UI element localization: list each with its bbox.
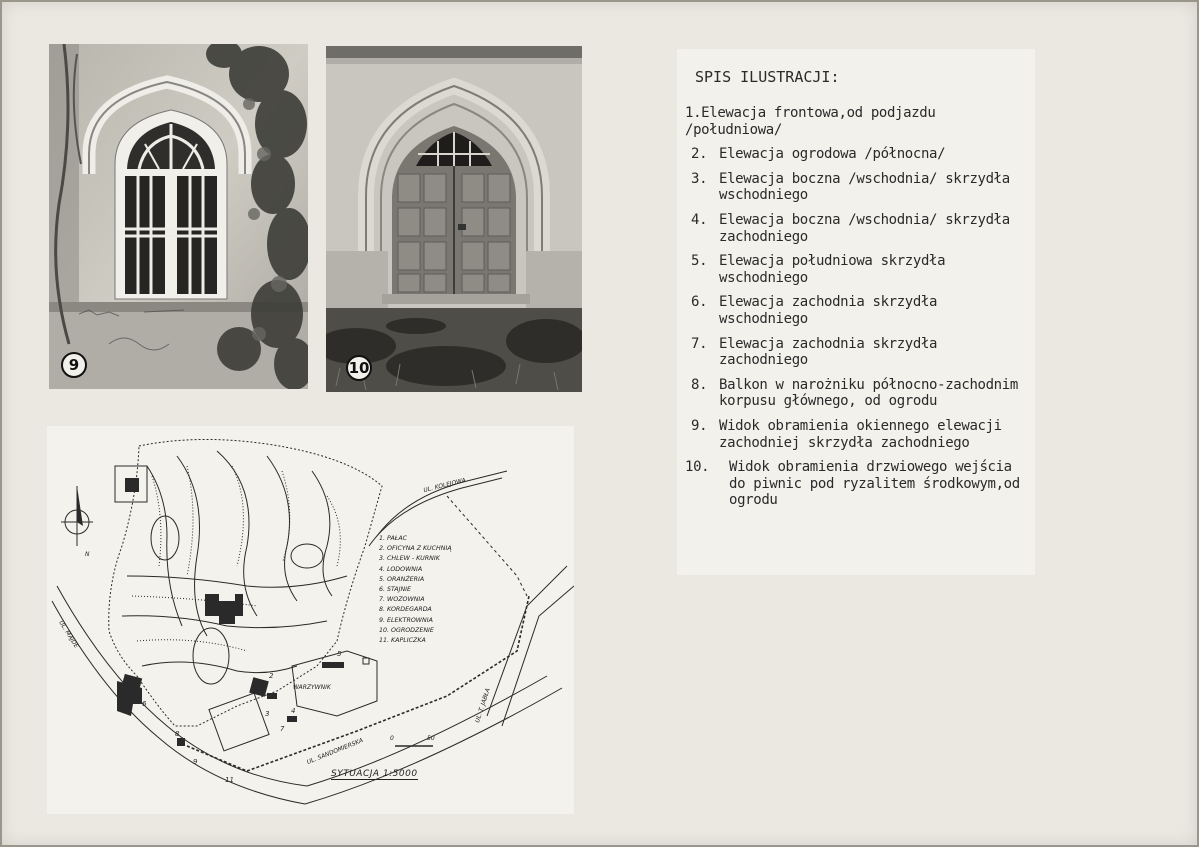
caption-text: Elewacja frontowa,od podjazdu /południowa/ [685,105,936,138]
svg-text:6: 6 [142,700,147,708]
svg-text:9: 9 [193,758,198,766]
caption-list [685,105,1030,517]
caption-item [685,253,1030,286]
legend-item: 7. WOZOWNIA [379,596,425,604]
caption-title: SPIS ILUSTRACJI: [695,68,840,86]
photo-number-badge: 10 [346,355,372,381]
caption-number: 2. [691,146,708,163]
street-label-main: UL. MAJDE [57,619,80,650]
svg-text:1: 1 [229,616,234,624]
caption-item [685,105,1030,138]
legend-item: 6. STAJNIE [379,586,411,594]
caption-text: Widok obramienia drzwiowego wejścia do piwnic pod ryzalitem środkowym,od ogrodu [729,459,1020,509]
caption-number: 7. [691,335,708,352]
caption-number: 9. [691,418,708,434]
caption-item [685,146,1030,163]
caption-text: Elewacja zachodnia skrzydła wschodniego [719,294,938,327]
photo-door [326,46,582,392]
legend-item: 2. OFICYNA Z KUCHNIĄ [379,545,452,553]
svg-text:2: 2 [269,672,274,680]
legend-item: 4. LODOWNIA [379,565,423,573]
window-photo-image [49,44,308,389]
svg-text:3: 3 [265,710,270,718]
site-plan [47,426,574,814]
svg-text:5: 5 [337,650,342,658]
street-label-kolejowa: UL. KOLEJOWA [422,476,467,495]
caption-text: Elewacja boczna /wschodnia/ skrzydła wschodniego [719,170,1010,204]
caption-text: Widok obramienia okiennego elewacji zachodniej skrzydła zachodniego [719,418,1002,451]
scale-end: 50 [427,735,435,742]
legend-item: 1. PAŁAC [379,535,408,542]
legend-item: 9. ELEKTROWNIA [379,616,433,624]
svg-text:8: 8 [175,730,180,738]
door-photo-image [326,46,582,392]
caption-number: 1. [685,105,702,121]
caption-number: 5. [691,253,708,270]
legend-item: 11. KAPLICZKA [379,637,426,645]
north-label: N [85,551,90,558]
caption-number: 3. [691,170,708,187]
legend-item: 10. OGRODZENIE [379,626,434,634]
caption-item [685,212,1030,245]
caption-number: 8. [691,376,708,393]
caption-text: Balkon w narożniku północno-zachodnim korpusu głównego, od ogrodu [719,376,1018,410]
caption-text: Elewacja boczna /wschodnia/ skrzydła zachodniego [719,212,1010,245]
caption-item [685,377,1030,410]
site-plan-drawing [47,426,574,814]
photo-window [49,44,308,389]
caption-text: Elewacja ogrodowa /północna/ [719,146,946,163]
caption-panel [677,49,1035,575]
legend-item: 3. CHLEW - KURNIK [379,555,440,563]
caption-text: Elewacja południowa skrzydła wschodniego [719,253,946,286]
caption-number: 4. [691,212,708,229]
caption-text: Elewacja zachodnia skrzydła zachodniego [719,335,938,369]
caption-item [685,418,1030,451]
svg-text:7: 7 [280,725,285,733]
plan-title: SYTUACJA 1:5000 [331,769,418,779]
caption-number: 10. [685,459,710,476]
svg-text:4: 4 [291,707,296,715]
warzywnik-label: WARZYWNIK [293,684,331,691]
caption-number: 6. [691,294,708,311]
photo-number-badge: 9 [61,352,87,378]
caption-item [685,171,1030,204]
caption-item [685,336,1030,369]
street-label-sandomierska: UL. SANDOMIERSKA [305,737,365,766]
street-label-jabla: UL. T. JABŁA [474,687,492,724]
scale-start: 0 [390,735,394,742]
legend-item: 8. KORDEGARDA [379,606,432,614]
svg-text:11: 11 [225,776,234,784]
plan-legend [379,534,452,646]
legend-item: 5. ORANŻERIA [379,575,425,583]
caption-item [685,294,1030,327]
caption-item [685,459,1030,509]
